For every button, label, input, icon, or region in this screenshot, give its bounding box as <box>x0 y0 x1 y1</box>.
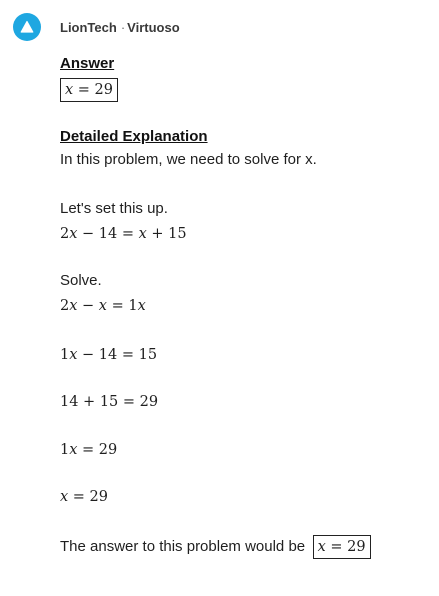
separator: · <box>120 19 126 35</box>
answer-box: x = 29 <box>60 78 118 102</box>
answer-heading: Answer <box>60 55 115 72</box>
setup-text: Let's set this up. <box>60 200 168 217</box>
triangle-logo-icon <box>20 20 34 34</box>
step-3: 14 + 15 = 29 <box>60 394 159 410</box>
author-role: Virtuoso <box>127 19 180 35</box>
setup-equation: 2x − 14 = x + 15 <box>60 226 187 242</box>
intro-text: In this problem, we need to solve for x. <box>60 151 317 168</box>
answer-header <box>13 12 180 42</box>
step-2: 1x − 14 = 15 <box>60 347 158 363</box>
step-1: 2x − x = 1x <box>60 298 146 314</box>
step-4: 1x = 29 <box>60 442 118 458</box>
conclusion-text: The answer to this problem would be <box>60 538 306 555</box>
author-line <box>60 20 180 35</box>
explanation-heading: Detailed Explanation <box>60 128 208 145</box>
solve-text: Solve. <box>60 272 102 289</box>
step-5: x = 29 <box>60 489 109 505</box>
conclusion <box>60 535 371 559</box>
avatar[interactable] <box>13 13 41 41</box>
author-name[interactable]: LionTech <box>60 19 117 35</box>
conclusion-box: x = 29 <box>313 535 371 559</box>
